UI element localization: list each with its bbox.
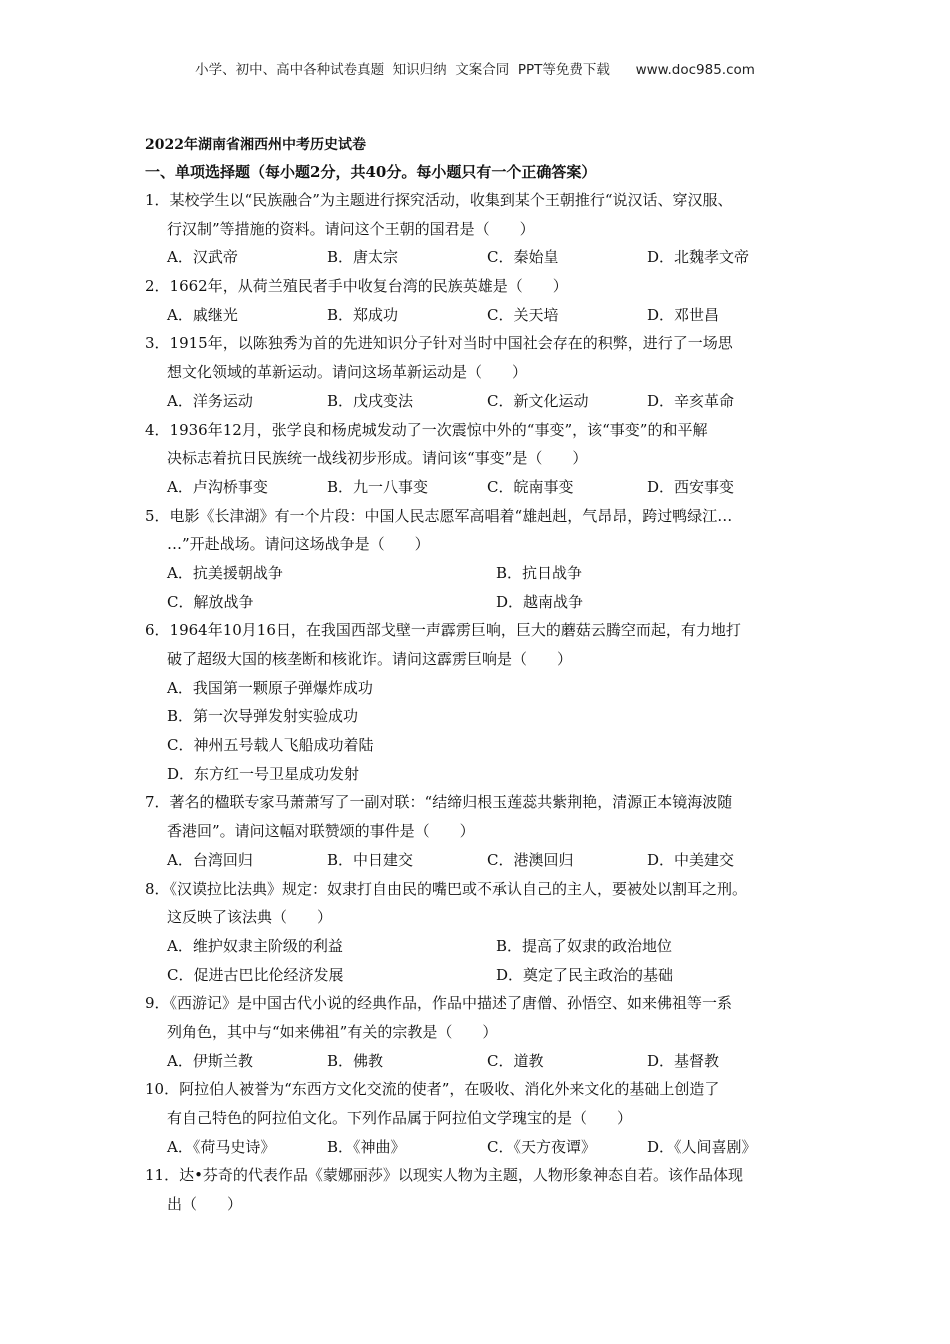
question-text-line: …”开赴战场。请问这场战争是（ ） [167, 535, 430, 554]
answer-option: D．东方红一号卫星成功发射 [167, 764, 360, 783]
answer-option: D．基督教 [647, 1051, 720, 1070]
answer-option: C．关天培 [487, 305, 559, 324]
question-text-line: 列角色，其中与“如来佛祖”有关的宗教是（ ） [167, 1022, 498, 1041]
exam-title: 2022年湖南省湘西州中考历史试卷 [145, 137, 366, 153]
answer-option: C．解放战争 [167, 592, 254, 611]
answer-option: C．道教 [487, 1051, 544, 1070]
options-row [145, 243, 825, 272]
options-row [145, 932, 825, 961]
answer-option: B．提高了奴隶的政治地位 [496, 936, 673, 955]
question-text-line: 8．《汉谟拉比法典》规定：奴隶打自由民的嘴巴或不承认自己的主人，要被处以割耳之刑。 [145, 879, 748, 898]
answer-option: D．越南战争 [496, 592, 584, 611]
question-text-line: 破了超级大国的核垄断和核讹诈。请问这霹雳巨响是（ ） [167, 650, 573, 668]
question-text-line: 5．电影《长津湖》有一个片段：中国人民志愿军高唱着“雄赳赳，气昂昂，跨过鸭绿江… [145, 506, 733, 525]
question-text-line: 1．某校学生以“民族融合”为主题进行探究活动，收集到某个王朝推行“说汉话、穿汉服、 [145, 191, 733, 209]
answer-option: A．戚继光 [167, 305, 238, 324]
question-text-line: 这反映了该法典（ ） [167, 908, 333, 927]
options-row [145, 387, 825, 416]
question-text-line: 10．阿拉伯人被誉为“东西方文化交流的使者”，在吸收、消化外来文化的基础上创造了 [145, 1080, 720, 1099]
answer-option: B．戊戌变法 [327, 391, 414, 410]
answer-option: B．《神曲》 [327, 1137, 406, 1156]
page-header: 小学、初中、高中各种试卷真题 知识归纳 文案合同 PPT等免费下载 www.doc985.com [195, 62, 755, 78]
answer-option: C．皖南事变 [487, 477, 574, 496]
question-text-line: 4．1936年12月，张学良和杨虎城发动了一次震惊中外的“事变”，该“事变”的和平解 [145, 420, 708, 439]
options-row [145, 846, 825, 875]
options-row [145, 559, 825, 588]
question-text-line: 决标志着抗日民族统一战线初步形成。请问该“事变”是（ ） [167, 449, 588, 468]
question-list [145, 186, 825, 1219]
question-2 [145, 272, 825, 329]
answer-option: A．我国第一颗原子弹爆炸成功 [167, 678, 373, 697]
question-text-line: 2．1662年，从荷兰殖民者手中收复台湾的民族英雄是（ ） [145, 277, 568, 296]
answer-option: B．佛教 [327, 1051, 384, 1070]
question-9 [145, 989, 825, 1075]
answer-option: C．秦始皇 [487, 248, 559, 267]
answer-option: C．促进古巴比伦经济发展 [167, 965, 344, 984]
question-text-line: 行汉制”等措施的资料。请问这个王朝的国君是（ ） [167, 219, 535, 238]
answer-option: D．邓世昌 [647, 305, 720, 324]
answer-option: D．奠定了民主政治的基础 [496, 965, 674, 984]
options-row [145, 301, 825, 330]
answer-option: C．《天方夜谭》 [487, 1137, 596, 1156]
question-5 [145, 502, 825, 617]
answer-option: A．抗美援朝战争 [167, 563, 283, 582]
question-3 [145, 329, 825, 415]
answer-option: B．中日建交 [327, 850, 414, 869]
question-8 [145, 875, 825, 990]
question-text-line: 有自己特色的阿拉伯文化。下列作品属于阿拉伯文学瑰宝的是（ ） [167, 1109, 633, 1127]
options-row [145, 961, 825, 990]
answer-option: D．北魏孝文帝 [647, 248, 750, 267]
question-4 [145, 416, 825, 502]
answer-option: D．辛亥革命 [647, 391, 735, 410]
answer-option: D．西安事变 [647, 477, 735, 496]
answer-option: D．中美建交 [647, 850, 735, 869]
answer-option: A．洋务运动 [167, 391, 253, 410]
answer-option: B．郑成功 [327, 305, 399, 324]
question-1 [145, 186, 825, 272]
question-7 [145, 788, 825, 874]
question-text-line: 3．1915年，以陈独秀为首的先进知识分子针对当时中国社会存在的积弊，进行了一场思 [145, 334, 733, 353]
answer-option: B．九一八事变 [327, 477, 429, 496]
options-row [145, 1133, 825, 1162]
answer-option: B．第一次导弹发射实验成功 [167, 707, 359, 726]
question-text-line: 7．著名的楹联专家马萧萧写了一副对联：“结缔归根玉莲蕊共紫荆艳，清源正本镜海波随 [145, 793, 733, 812]
options-row [145, 473, 825, 502]
question-text-line: 香港回”。请问这幅对联赞颂的事件是（ ） [167, 822, 475, 841]
question-10 [145, 1075, 825, 1161]
answer-option: A．《荷马史诗》 [167, 1137, 276, 1156]
answer-option: C．新文化运动 [487, 391, 589, 410]
answer-option: C．港澳回归 [487, 850, 574, 869]
exam-content [145, 130, 825, 1219]
question-6 [145, 616, 825, 788]
question-11 [145, 1161, 825, 1218]
question-text-line: 出（ ） [167, 1195, 243, 1214]
options-row [145, 1047, 825, 1076]
question-text-line: 想文化领域的革新运动。请问这场革新运动是（ ） [167, 363, 528, 382]
answer-option: C．神州五号载人飞船成功着陆 [167, 736, 374, 755]
question-text-line: 11．达•芬奇的代表作品《蒙娜丽莎》以现实人物为主题，人物形象神态自若。该作品体现 [145, 1166, 743, 1185]
answer-option: B．唐太宗 [327, 248, 399, 267]
answer-option: A．伊斯兰教 [167, 1051, 253, 1070]
answer-option: B．抗日战争 [496, 563, 583, 582]
question-text-line: 9．《西游记》是中国古代小说的经典作品，作品中描述了唐僧、孙悟空、如来佛祖等一系 [145, 994, 733, 1013]
options-row [145, 588, 825, 617]
section-heading: 一、单项选择题（每小题2分，共40分。每小题只有一个正确答案） [145, 163, 597, 181]
answer-option: A．卢沟桥事变 [167, 477, 268, 496]
answer-option: A．台湾回归 [167, 850, 253, 869]
answer-option: A．维护奴隶主阶级的利益 [167, 936, 343, 955]
question-text-line: 6．1964年10月16日，在我国西部戈壁一声霹雳巨响，巨大的蘑菇云腾空而起，有力地打 [145, 621, 741, 640]
answer-option: A．汉武帝 [167, 248, 238, 267]
answer-option: D．《人间喜剧》 [647, 1137, 757, 1156]
